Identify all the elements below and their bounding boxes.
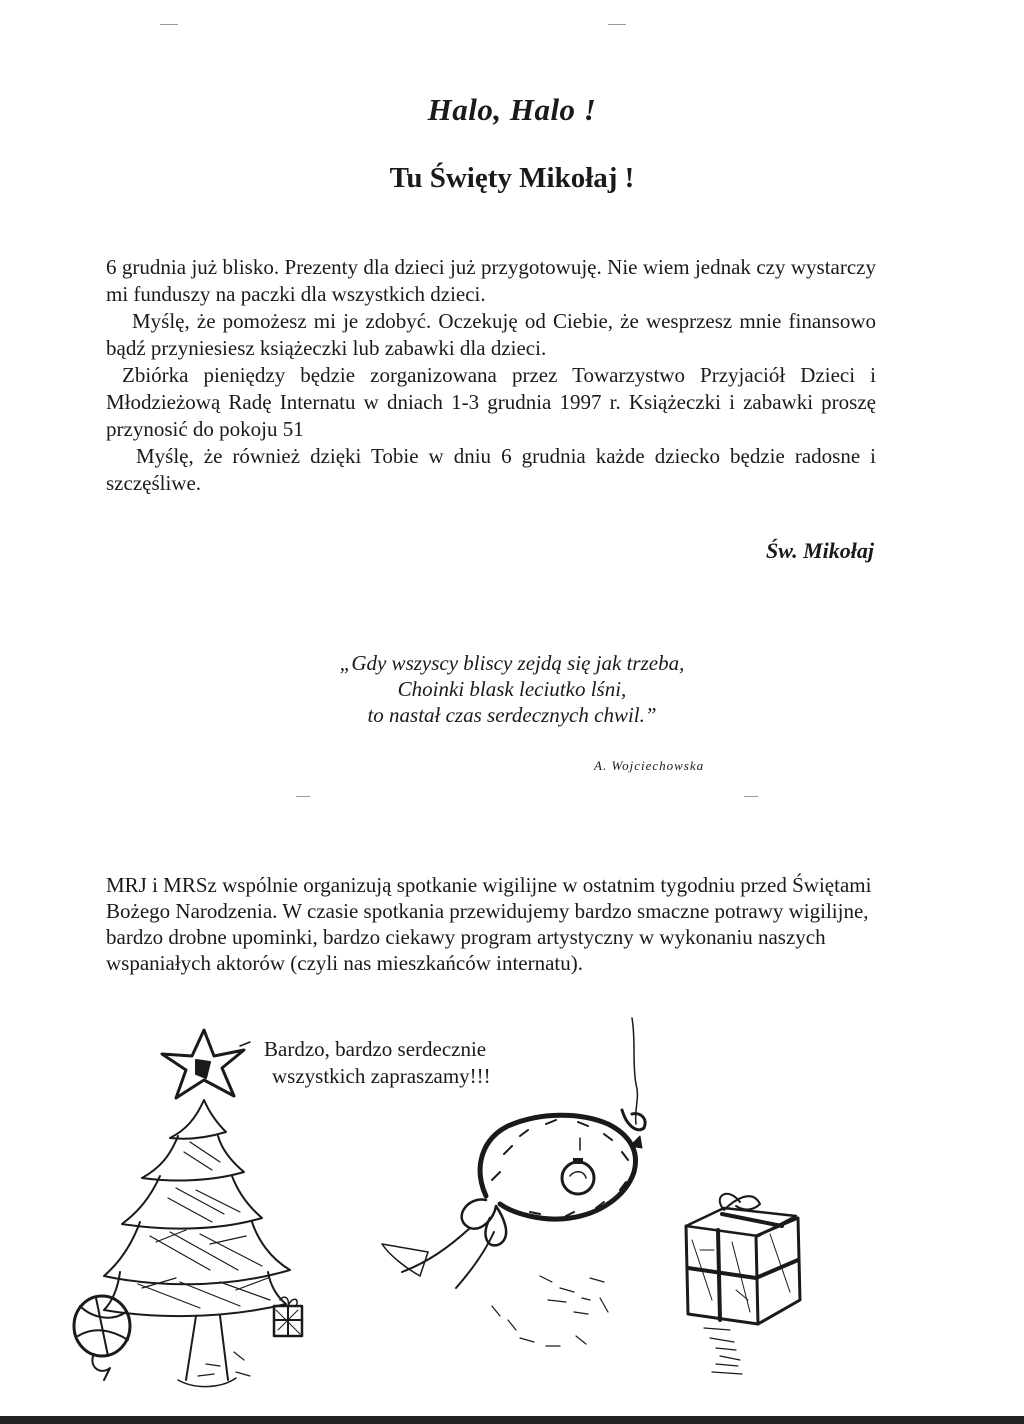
announcement-text: MRJ i MRSz wspólnie organizują spotkanie wigilijne w ostatnim tygodniu przed Świętami Bożego Narodzenia. W czasie spotkania przewidujemy bardzo smaczne potrawy wigilijne, bardzo drobne upominki, bardzo ciekawy program artystyczny w wykonaniu naszych wspaniałych aktorów (czyli nas mieszkańców internatu). (106, 873, 872, 975)
poem-line: Choinki blask leciutko lśni, (397, 677, 627, 701)
christmas-tree-icon (104, 1100, 290, 1387)
wreath-icon (382, 1115, 636, 1288)
gift-box-icon (686, 1194, 800, 1324)
poem-author: A. Wojciechowska (594, 758, 705, 773)
candle-icon (622, 1018, 645, 1148)
letter-paragraph: Myślę, że pomożesz mi je zdobyć. Oczekuję od Ciebie, że wesprzesz mnie finansowo bądź przyniesiesz książeczki lub zabawki dla dzieci. (106, 309, 876, 360)
letter-subtitle: Tu Święty Mikołaj ! (389, 162, 635, 194)
invitation-line: Bardzo, bardzo serdecznie (264, 1037, 487, 1061)
letter-signature: Św. Mikołaj (766, 538, 874, 563)
letter-paragraph: Myślę, że również dzięki Tobie w dniu 6 grudnia każde dziecko będzie radosne i szczęśliwe. (106, 444, 876, 495)
scan-edge-bar (0, 1416, 1024, 1424)
poem-line: to nastał czas serdecznych chwil.” (367, 703, 657, 727)
poem-line: „Gdy wszyscy bliscy zejdą się jak trzeba, (339, 651, 685, 675)
ornament-icon (74, 1296, 130, 1380)
sketch-marks (198, 1276, 742, 1376)
letter-paragraph: Zbiórka pieniędzy będzie zorganizowana przez Towarzystwo Przyjaciół Dzieci i Młodzieżową Radę Internatu w dniach 1-3 grudnia 1997 r. Książeczki i zabawki proszę przynosić do pokoju 51 (106, 363, 876, 441)
star-icon (162, 1030, 250, 1098)
gift-icon (274, 1297, 302, 1336)
invitation-line: wszystkich zapraszamy!!! (272, 1064, 491, 1088)
letter-title: Halo, Halo ! (427, 92, 597, 127)
letter-paragraph: 6 grudnia już blisko. Prezenty dla dzieci już przygotowuję. Nie wiem jednak czy wystarczy mi funduszy na paczki dla wszystkich dzieci. (106, 255, 876, 306)
